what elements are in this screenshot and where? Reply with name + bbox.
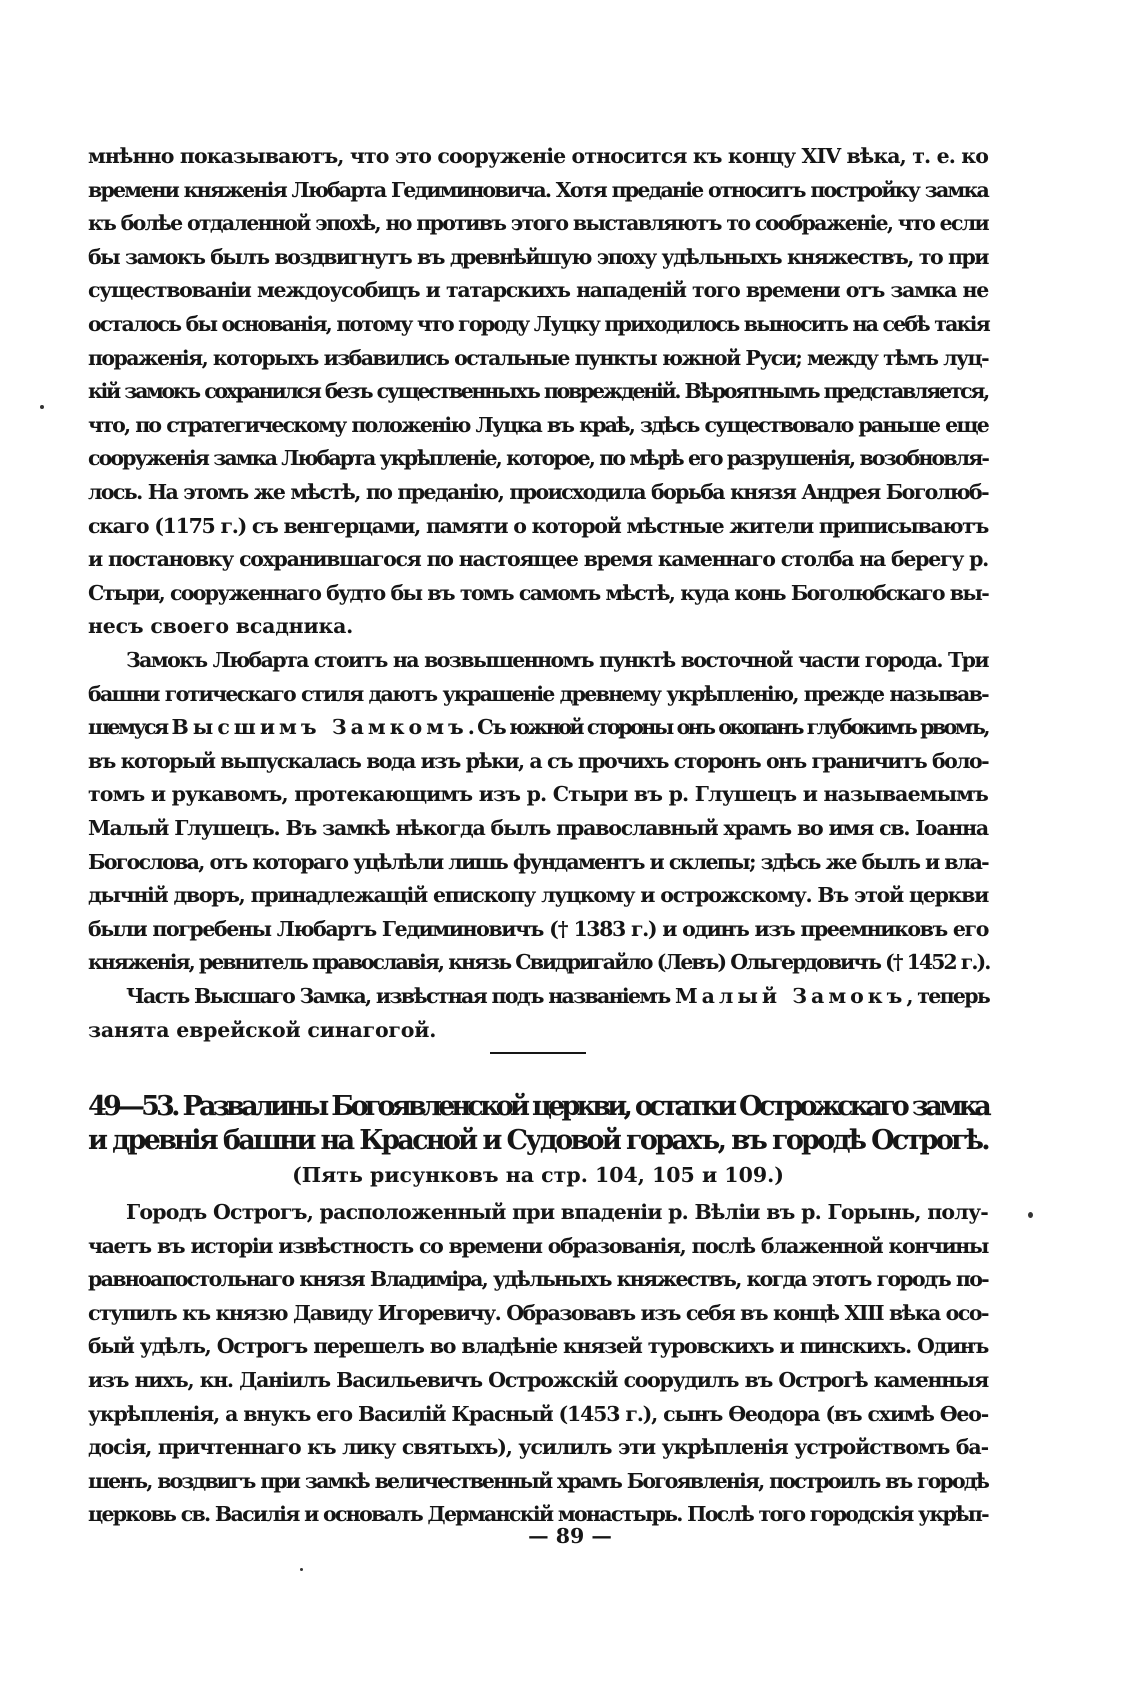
scan-speck (40, 405, 44, 409)
text-line: въ который выпускалась вода изъ рѣки, а съ прочихъ сторонъ онъ граничитъ боло- (88, 748, 988, 773)
text-line: были погребены Любартъ Гедиминовичъ († 1383 г.) и одинъ изъ преемниковъ его (88, 916, 988, 941)
text-line: существованіи междоусобицъ и татарскихъ нападеній того времени отъ замка не (88, 278, 988, 303)
text-line: несъ своего всадника. (88, 614, 354, 639)
text-line: равноапостольнаго князя Владиміра, удѣльныхъ княжествъ, когда этотъ городъ по- (88, 1267, 988, 1292)
scan-speck (1028, 1212, 1033, 1218)
text-line: къ болѣе отдаленной эпохѣ, но противъ этого выставляютъ то соображеніе, что если (88, 211, 988, 236)
section-divider (490, 1052, 586, 1054)
text-line: осталось бы основанія, потому что городу Луцку приходилось выносить на себѣ такія (88, 311, 989, 336)
text-line: занята еврейской синагогой. (88, 1017, 437, 1042)
scan-speck (300, 1568, 303, 1571)
text-line: дычній дворъ, принадлежащій епископу луцкому и острожскому. Въ этой церкви (88, 883, 988, 908)
text-line: бы замокъ былъ воздвигнутъ въ древнѣйшую эпоху удѣльныхъ княжествъ, то при (88, 244, 988, 269)
text-line: томъ и рукавомъ, протекающимъ изъ р. Стыри въ р. Глушецъ и называемымъ (88, 782, 988, 807)
text-line: Городъ Острогъ, расположенный при впаденіи р. Вѣліи въ р. Горынь, полу- (126, 1200, 988, 1224)
paragraph-small-castle (88, 980, 988, 1047)
text-line: башни готическаго стиля даютъ украшеніе древнему укрѣпленію, прежде называв- (88, 681, 988, 706)
text-line: пораженія, которыхъ избавились остальные пункты южной Руси; между тѣмъ луц- (88, 345, 988, 370)
heading-line: и древнія башни на Красной и Судовой горахъ, въ городѣ Острогѣ. (88, 1125, 988, 1156)
text-line: времени княженія Любарта Гедиминовича. Хотя преданіе относитъ постройку замка (88, 177, 988, 202)
emphasized-name: Малый Замокъ (674, 984, 907, 1008)
section-heading (88, 1090, 988, 1192)
text-line: чаетъ въ исторіи извѣстность со времени образованія, послѣ блаженной кончины (88, 1233, 988, 1258)
text-span: Часть Высшаго Замка, извѣстная подъ названіемъ (126, 984, 670, 1008)
text-line: бый удѣлъ, Острогъ перешелъ во владѣніе князей туровскихъ и пинскихъ. Одинъ (88, 1334, 988, 1359)
text-line: Малый Глушецъ. Въ замкѣ нѣкогда былъ православный храмъ во имя св. Іоанна (88, 815, 988, 840)
text-line: досія, причтеннаго къ лику святыхъ), усилилъ эти укрѣпленія устройствомъ ба- (88, 1435, 988, 1460)
text-line: шенъ, воздвигъ при замкѣ величественный храмъ Богоявленія, построилъ въ городѣ (88, 1468, 988, 1493)
text-line: церковь св. Василія и основалъ Дерманскій монастырь. Послѣ того городскія укрѣп- (88, 1502, 988, 1527)
text-line: сооруженія замка Любарта укрѣпленіе, которое, по мѣрѣ его разрушенія, возобновля- (88, 446, 988, 471)
text-line: Богослова, отъ котораго уцѣлѣли лишь фундаментъ и склепы; здѣсь же былъ и вла- (88, 849, 988, 874)
paragraph-ostrog (88, 1196, 988, 1532)
text-line: Замокъ Любарта стоитъ на возвышенномъ пунктѣ восточной части города. Три (126, 648, 988, 672)
paragraph-lubart-castle (88, 644, 988, 980)
heading-subtitle: (Пять рисунковъ на стр. 104, 105 и 109.) (292, 1163, 784, 1187)
text-line: укрѣпленія, а внукъ его Василій Красный (1453 г.), сынъ Ѳеодора (въ схимѣ Ѳео- (88, 1401, 988, 1426)
text-line: мнѣнно показываютъ, что это сооруженіе относится къ концу XIV вѣка, т. е. ко (88, 144, 988, 168)
page-number: — 89 — (528, 1524, 612, 1548)
text-line: кій замокъ сохранился безъ существенныхъ поврежденій. Вѣроятнымъ представляется, (88, 379, 988, 404)
text-line: скаго (1175 г.) съ венгерцами, памяти о которой мѣстные жители приписываютъ (88, 513, 988, 538)
text-line: и постановку сохранившагося по настоящее время каменнаго столба на берегу р. (88, 547, 988, 572)
text-span: , теперь (906, 984, 990, 1008)
text-line: что, по стратегическому положенію Луцка въ краѣ, здѣсь существовало раньше еще (88, 412, 988, 437)
paragraph-castle-dating (88, 140, 988, 644)
text-line (88, 711, 988, 745)
text-line: ступилъ къ князю Давиду Игоревичу. Образовавъ изъ себя въ концѣ XIII вѣка осо- (88, 1300, 988, 1325)
heading-line: 49—53. Развалины Богоявленской церкви, остатки Острожскаго замка (88, 1091, 988, 1122)
text-span: . Съ южной стороны онъ окопанъ глубокимъ рвомъ, (467, 715, 989, 740)
text-line: княженія, ревнитель православія, князь Свидригайло (Левъ) Ольгердовичъ († 1452 г.). (88, 950, 990, 975)
text-line (88, 980, 988, 1014)
text-span: шемуся (88, 715, 167, 740)
emphasized-name: Высшимъ Замкомъ (171, 715, 468, 740)
text-line: лось. На этомъ же мѣстѣ, по преданію, происходила борьба князя Андрея Боголюб- (88, 479, 988, 504)
text-line: изъ нихъ, кн. Даніилъ Васильевичъ Острожскій соорудилъ въ Острогѣ каменныя (88, 1367, 988, 1392)
text-line: Стыри, сооруженнаго будто бы въ томъ самомъ мѣстѣ, куда конь Боголюбскаго вы- (88, 580, 988, 605)
